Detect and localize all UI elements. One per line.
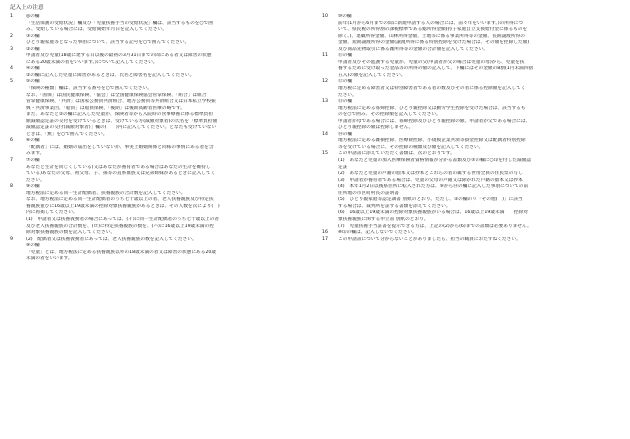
note-number: 5 (10, 79, 13, 85)
right-column (322, 14, 623, 243)
note-text: ひとり親控除の額は控除しません。 (338, 125, 414, 131)
note-text: (2) あなたと児童の戸籍の謄本又は抄本とこれらの者の属する世帯全員の住民票の写し (338, 171, 523, 177)
note-item (10, 34, 306, 47)
note-heading: この申請書に添えていただく書類は、次のとおりです。 (338, 151, 455, 157)
note-text: 地方税法に定める寡婦控除、ひとり親控除又は勤労学生控除を受けた場合は、該当するも (338, 105, 526, 111)
note-text: ②の欄に記入した児童に障害があるときは、氏名と障害名を記入してください。 (26, 72, 195, 78)
note-text: 除対象扶養親族の数を記入してください。 (26, 230, 116, 236)
note-heading: ◎の欄 (26, 14, 40, 19)
note-text: なお、地方税法に定める同一生計配偶者のうち七十歳以上の者、老人扶養親族及び特定扶 (26, 197, 214, 203)
note-number: 1 (10, 14, 13, 19)
note-text: する場合は、裁判所を証する書類を添えてください。 (338, 203, 451, 209)
note-heading: ⑤の欄 (26, 79, 40, 85)
note-text: 減額認定証の交付(減額対象者)」欄の( )内に記入してください。どなたも受けていない (26, 125, 217, 131)
note-heading: ⑪の欄 (338, 53, 353, 59)
note-text: 地方税法に定める雑損控除、医療費控除、小規模企業共済等掛金控除又は配偶者特別控除 (338, 138, 526, 144)
note-item (322, 79, 623, 99)
note-item (322, 237, 623, 244)
note-text: ひとり親家庭等となった事由について、該当する記号を○で囲んでください。 (26, 40, 190, 46)
note-text: 管掌健康保険、「共済」は国家公務員共済組合、地方公務員等共済組合又は日本私立学校振 (26, 99, 216, 105)
page-title: 記入上の注意 (10, 5, 44, 11)
note-text: (6) 16歳以上19歳未満の控除対象扶養親族がいる場合は、16歳以上19歳未満 控除対 (338, 210, 528, 216)
note-text: 地方税法に定める同一生計配偶者、扶養親族の合計数を記入してください。 (26, 190, 186, 196)
note-number: 2 (10, 33, 13, 39)
note-text: 内に再掲してください。 (26, 210, 78, 216)
note-number: 6 (10, 138, 13, 144)
note-number: 12 (322, 79, 328, 85)
note-item (10, 237, 306, 263)
note-item (10, 66, 306, 79)
note-item (322, 132, 623, 152)
note-item (322, 14, 623, 53)
note-text: 養するために受け取った金品等の所得の額の記入して、下欄にはその金額の8割(1円未満四捨 (338, 66, 534, 72)
note-text: 申請者が母である場合には、寡婦控除及びひとり親控除の額、申請者が父である場合には、 (338, 118, 531, 124)
note-item (10, 79, 306, 138)
note-text: ださい。 (338, 92, 357, 98)
note-item (10, 14, 306, 34)
note-text: 申請者及び児童(18歳に達する日以後の最初の3月31日までの間にある者又は障害の状態 (26, 53, 212, 59)
note-text: (5) ひとり親家庭等認定調書 別紙のとおり。ただし、②の欄のリ「その他( )」に該当 (338, 197, 523, 203)
note-text: ⑨の欄 (26, 243, 40, 249)
note-text: ている)あなたの父母、祖父母、子、孫等の直系血族又は兄弟姉妹があるときに記入してく (26, 171, 216, 177)
note-heading: ⑬の欄 (338, 99, 353, 105)
note-number: 10 (322, 14, 328, 19)
note-text: 「児童」とは、地方税法に定める扶養親族以外の18歳未満の者又は障害の状態にある20歳 (26, 249, 217, 255)
note-heading: ③の欄 (26, 33, 40, 39)
note-text: 「生活保護の受給状況」欄及び「児童扶養手当の受給状況」欄は、該当するものを○で囲 (26, 20, 213, 26)
note-item (10, 47, 306, 67)
note-text: 住所地の市区町村長の証明書 (338, 190, 399, 196)
note-heading: ⑭の欄 (338, 131, 353, 137)
note-heading: ⑦の欄 (26, 158, 40, 164)
note-text: (3) 申請者が養育者である場合は、児童の父母の戸籍又は除かれた戸籍の謄本又は抄本 (338, 177, 523, 183)
note-heading: ※印の欄は、記入しないでください。 (338, 230, 417, 236)
note-text: また、あなたと②の欄に記入した児童が、保険者等から入院時の食事療養に係る標準負担 (26, 112, 214, 118)
note-text: いて、県民税の所得割の課税標準である総所得金額(持子家庭自立支援給付金に係るものを (338, 27, 528, 33)
note-item (10, 158, 306, 184)
note-text: なお、「国保」は国民健康保険、「協会」は全国健康保険協会管掌保険、「組合」は組合 (26, 92, 207, 98)
left-column (10, 14, 306, 263)
note-item (10, 138, 306, 158)
note-text: 前年(1月から6月までの間に新規申請する人の場合には、前々年をいいます。)の所得につ (338, 20, 523, 26)
note-item (10, 184, 306, 236)
note-text: 未満の者をいいます。 (26, 256, 73, 262)
note-text: みます。 (26, 151, 45, 157)
note-text: 及び商品先物取引に係る雑所得等の金額の合計額を記入してください。 (338, 46, 489, 52)
note-text: 及び老人扶養親族の合計数を、(ロ)に特定扶養親族の数を、(ハ)に16歳以上19歳未満の控 (26, 223, 214, 229)
note-text: (4) 本年1月2日以後県住所に転入された方は、⑨から⑭の欄に記入した事項についての前 (338, 184, 529, 190)
note-heading: ④の欄 (26, 66, 40, 72)
note-number: 13 (322, 99, 328, 105)
note-text: 象扶養親族に関する申立書 別紙のとおり。 (338, 216, 429, 222)
note-text: 「配偶者」には、婚姻の届出をしていないが、事実上婚姻関係と同様の事情にある者を含 (26, 144, 214, 150)
note-number: 11 (322, 53, 328, 59)
note-text: にある20歳未満の者をいいます。)について記入してください。 (26, 59, 158, 65)
note-number: 7 (10, 158, 13, 164)
note-number: 3 (10, 46, 13, 52)
note-text: 等を受けている場合に、その控除の種類及び額を記入してください。 (338, 144, 484, 150)
note-heading: ⑩の欄 (338, 14, 352, 19)
note-text: 養親族並びに16歳以上19歳未満の控除対象扶養親族があるときは、その人数を次により( ) (26, 203, 220, 209)
note-number: 9 (10, 236, 13, 242)
note-text: (1) 申請者又は扶養義務者の場合にあっては、(イ)に同一生計配偶者のうち七十歳以上の者 (26, 216, 220, 222)
note-heading: ⑨の欄 (26, 184, 40, 190)
note-number: 17 (322, 236, 328, 242)
note-number: 16 (322, 230, 328, 236)
note-text: (7) 児童扶養手当証書を提示できる方は、上記の(2)から(6)までの書類は必要ありません。 (338, 223, 532, 229)
note-text: (1) あなたと児童の加入医療保険者資格情報が分かる書類及び⑤の欄に○印を付した減額認 (338, 158, 532, 164)
note-text: み、受給している場合には、受給開始年月日を記入してください。 (26, 27, 167, 33)
note-heading: ⑫の欄 (338, 79, 353, 85)
note-heading: この申請書について分からないことがありましたら、担当の職員におたずねください。 (338, 236, 521, 242)
note-text: 額減額認定証の交付を受けているときは、受けている方(減額対象者)の氏名を「標準負担額 (26, 118, 218, 124)
note-item (322, 151, 623, 230)
note-heading: ⑥の欄 (26, 138, 40, 144)
note-heading: (2) 配偶者又は扶養義務者にあっては、老人扶養親族の数を記入してください。 (26, 236, 197, 242)
note-item (322, 53, 623, 79)
note-text: 金額、短期譲渡所得の金額(譲渡所得に係る特別控除を受けた場合は、その額を控除した額) (338, 40, 530, 46)
note-number: 15 (322, 151, 328, 157)
note-item (322, 99, 623, 132)
note-text: ださい。 (26, 177, 45, 183)
note-text: のを○で囲み、その控除額を記入してください。 (338, 112, 441, 118)
note-text: 定証 (338, 164, 348, 170)
note-number: 4 (10, 66, 13, 72)
note-number: 8 (10, 184, 13, 190)
note-text: ときは、「無」を○で囲んでください。 (26, 131, 108, 137)
note-text: あなたと生計を同じくしている(又はあなたが養育者である場合はあなたの生計を維持し (26, 164, 211, 170)
note-text: 地方税に定める障害者又は特別障害者である者の数及びその者に係る控除額を記入してく (338, 86, 526, 92)
note-text: 申請者及びその監護する児童が、児童の父(申請者が父の場合は児童の母)から、児童を扶 (338, 59, 525, 65)
note-text: 除く。)、退職所得金額、山林所得金額、土地等に係る事業所得等の金額、長期譲渡所得の (338, 33, 525, 39)
note-heading: ②の欄 (26, 46, 40, 52)
note-text: 「保険の種類」欄は、該当する番号を○で囲んでください。 (26, 86, 152, 92)
note-number: 14 (322, 131, 328, 137)
note-text: 五入)の額を記入してください。 (338, 72, 406, 78)
note-text: 興・共済事業団、「船員」は船員保険、「後期」は後期高齢者医療の略です。 (26, 105, 185, 111)
